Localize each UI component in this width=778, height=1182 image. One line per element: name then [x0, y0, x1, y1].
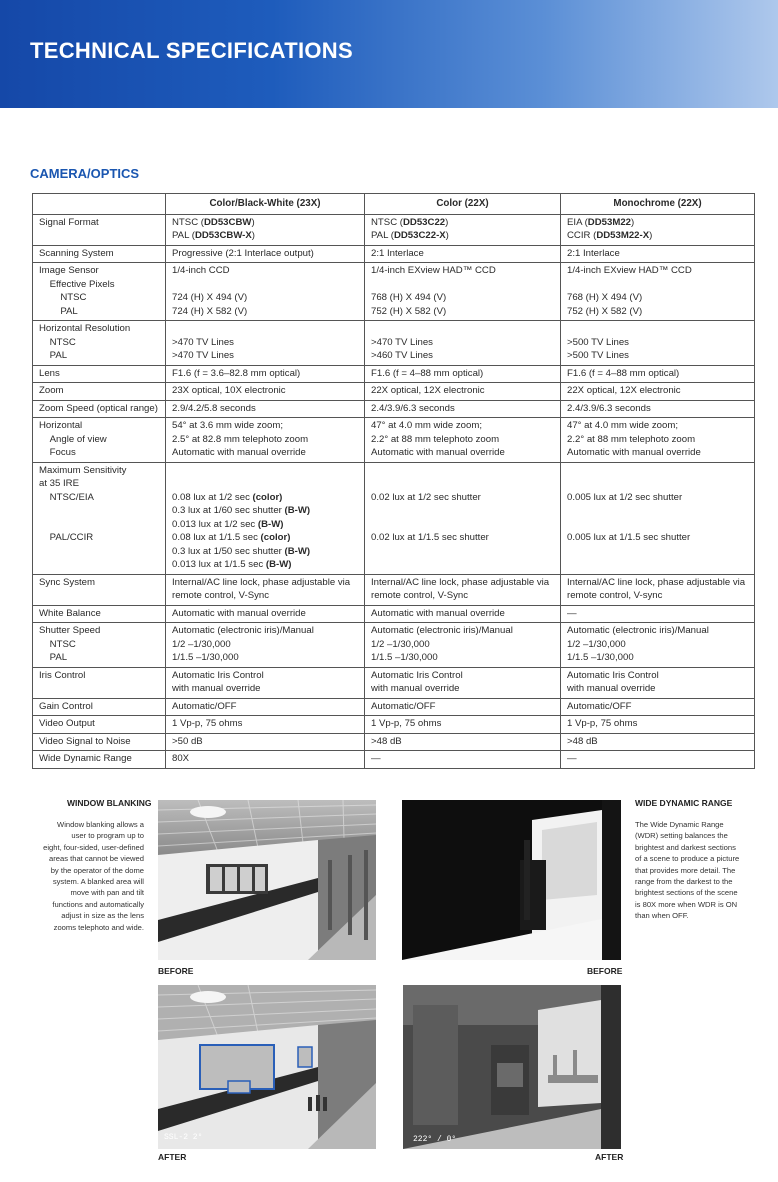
cell-line: 752 (H) X 582 (V)	[371, 305, 447, 317]
table-row	[33, 418, 755, 463]
cell-line	[371, 477, 554, 491]
cell-line: NTSC	[39, 292, 87, 303]
cell-line: Automatic with manual override	[567, 447, 701, 458]
cell-monochrome	[561, 698, 755, 716]
table-row	[33, 733, 755, 751]
window-blanking-text	[30, 819, 144, 933]
cell-color	[365, 383, 561, 401]
cell-line: 1/4-inch EXview HAD™ CCD	[371, 265, 496, 276]
cell-line: NTSC	[39, 638, 76, 650]
cell-line: with manual override	[567, 683, 656, 694]
cell-color-bw	[166, 383, 365, 401]
cell-line	[567, 464, 748, 478]
text-line: Window blanking allows a	[57, 820, 144, 829]
row-label	[33, 321, 166, 366]
cell-monochrome	[561, 418, 755, 463]
cell-line: 752 (H) X 582 (V)	[567, 305, 643, 317]
table-row	[33, 716, 755, 734]
cell-line: Sync System	[39, 576, 95, 588]
cell-line: 1/4-inch EXview HAD™ CCD	[567, 265, 692, 276]
cell-color	[365, 214, 561, 245]
cell-line: Automatic with manual override	[371, 447, 505, 458]
cell-color	[365, 698, 561, 716]
cell-monochrome	[561, 321, 755, 366]
page-title: TECHNICAL SPECIFICATIONS	[30, 38, 353, 63]
text-line: range from the darkest to the	[635, 877, 733, 887]
cell-monochrome	[561, 462, 755, 574]
cell-line: Signal Format	[39, 216, 99, 228]
cell-line: 22X optical, 12X electronic	[371, 385, 485, 396]
cell-line: Automatic (electronic iris)/Manual	[172, 625, 314, 636]
cell-line: >48 dB	[567, 735, 598, 747]
cell-line: 724 (H) X 494 (V)	[172, 292, 248, 303]
row-label	[33, 245, 166, 263]
cell-color-bw	[166, 733, 365, 751]
cell-line: PAL	[39, 652, 68, 663]
cell-color-bw	[166, 245, 365, 263]
cell-line: 0.08 lux at 1/1.5 sec (color)	[172, 532, 291, 543]
cell-line	[371, 464, 554, 478]
cell-line: Horizontal Resolution	[39, 323, 131, 334]
cell-line: >48 dB	[371, 735, 402, 747]
cell-line	[371, 278, 554, 292]
cell-line: Automatic with manual override	[172, 447, 306, 458]
text-line: system. A blanked area will	[52, 877, 144, 887]
cell-line	[39, 504, 159, 518]
cell-line: PAL	[39, 305, 78, 317]
cell-line: 1/2 –1/30,000	[371, 638, 430, 650]
cell-line: 54° at 3.6 mm wide zoom;	[172, 420, 284, 431]
cell-color	[365, 400, 561, 418]
cell-line: NTSC	[39, 336, 76, 348]
cell-line: 0.005 lux at 1/2 sec shutter	[567, 491, 683, 503]
cell-line: —	[567, 753, 577, 764]
cell-color-bw	[166, 751, 365, 769]
cell-monochrome	[561, 605, 755, 623]
text-line: functions and automatically	[52, 899, 144, 909]
row-label	[33, 623, 166, 668]
cell-line: Automatic with manual override	[172, 607, 306, 619]
cell-line: 0.3 lux at 1/60 sec shutter (B-W)	[172, 505, 311, 516]
cell-line: PAL (DD53CBW-X)	[172, 230, 255, 241]
row-label	[33, 698, 166, 716]
cell-color	[365, 245, 561, 263]
cell-line	[39, 518, 159, 532]
cell-line: Horizontal	[39, 420, 83, 431]
cell-line: NTSC (DD53CBW)	[172, 216, 255, 228]
column-header: Monochrome (22X)	[561, 194, 755, 215]
cell-color-bw	[166, 574, 365, 605]
cell-line: Automatic/OFF	[172, 700, 237, 712]
cell-line: 1/1.5 –1/30,000	[567, 652, 634, 663]
cell-line: >470 TV Lines	[172, 350, 234, 361]
table-row	[33, 462, 755, 574]
cell-line: Automatic Iris Control	[172, 669, 264, 681]
cell-line: 1 Vp-p, 75 ohms	[172, 718, 243, 729]
row-label	[33, 214, 166, 245]
cell-line: F1.6 (f = 3.6–82.8 mm optical)	[172, 367, 301, 379]
cell-line: Maximum Sensitivity	[39, 464, 127, 476]
cell-line: remote control, V-Sync	[172, 590, 270, 601]
cell-line: 2:1 Interlace	[371, 247, 424, 259]
text-line: move with pan and tilt	[70, 888, 144, 898]
cell-line: Internal/AC line lock, phase adjustable via	[172, 576, 351, 588]
cell-line: Automatic/OFF	[371, 700, 436, 712]
cell-line: Automatic with manual override	[371, 607, 505, 619]
row-label	[33, 605, 166, 623]
cell-line: 2:1 Interlace	[567, 247, 620, 259]
table-row	[33, 321, 755, 366]
cell-line: Gain Control	[39, 700, 93, 712]
cell-line: 2.5° at 82.8 mm telephoto zoom	[172, 433, 309, 445]
cell-line	[567, 518, 748, 532]
cell-line	[567, 477, 748, 491]
text-line: is 80X more when WDR is ON	[635, 899, 738, 909]
cell-color-bw	[166, 321, 365, 366]
table-row	[33, 263, 755, 321]
cell-line: Iris Control	[39, 669, 86, 681]
cell-line: CCIR (DD53M22-X)	[567, 230, 653, 241]
cell-line	[172, 464, 358, 478]
cell-monochrome	[561, 400, 755, 418]
cell-line: 1/2 –1/30,000	[567, 638, 626, 650]
cell-line: 0.013 lux at 1/2 sec (B-W)	[172, 518, 284, 530]
cell-monochrome	[561, 214, 755, 245]
column-header: Color (22X)	[365, 194, 561, 215]
cell-monochrome	[561, 733, 755, 751]
cell-color	[365, 321, 561, 366]
cell-color-bw	[166, 605, 365, 623]
cell-line: 768 (H) X 494 (V)	[371, 292, 447, 303]
cell-line: Image Sensor	[39, 265, 99, 276]
camera-overlay-text: 222° / 0°	[413, 1135, 457, 1144]
text-line: user to program up to	[71, 831, 144, 841]
cell-line: 1/4-inch CCD	[172, 265, 230, 276]
cell-line: 0.3 lux at 1/50 sec shutter (B-W)	[172, 545, 311, 557]
text-line: adjust in size as the lens	[61, 911, 144, 921]
cell-line: Focus	[39, 447, 76, 458]
row-label	[33, 365, 166, 383]
before-caption-left: BEFORE	[158, 966, 194, 976]
cell-line: 2.2° at 88 mm telephoto zoom	[371, 433, 500, 445]
cell-line	[172, 477, 358, 491]
cell-line	[371, 518, 554, 532]
cell-line: White Balance	[39, 607, 101, 619]
cell-monochrome	[561, 623, 755, 668]
cell-line: Video Output	[39, 718, 95, 729]
cell-line: >50 dB	[172, 735, 203, 747]
cell-color	[365, 365, 561, 383]
row-label	[33, 733, 166, 751]
cell-line: PAL/CCIR	[39, 532, 94, 543]
cell-line: at 35 IRE	[39, 478, 79, 489]
cell-line: —	[371, 753, 381, 764]
window-blanking-heading: WINDOW BLANKING	[67, 798, 152, 808]
cell-color-bw	[166, 698, 365, 716]
cell-monochrome	[561, 245, 755, 263]
cell-line: Internal/AC line lock, phase adjustable via	[371, 576, 550, 588]
table-row	[33, 214, 755, 245]
cell-color-bw	[166, 365, 365, 383]
cell-line: 2.4/3.9/6.3 seconds	[567, 402, 651, 414]
cell-color	[365, 751, 561, 769]
cell-line: NTSC (DD53C22)	[371, 216, 449, 228]
cell-line: 0.013 lux at 1/1.5 sec (B-W)	[172, 559, 292, 570]
cell-line: Automatic (electronic iris)/Manual	[567, 625, 709, 636]
cell-line: —	[567, 607, 577, 619]
row-label	[33, 716, 166, 734]
cell-line: Zoom	[39, 385, 64, 396]
text-line: zooms telephoto and wide.	[53, 922, 144, 932]
row-label	[33, 574, 166, 605]
column-header	[33, 194, 166, 215]
cell-line: Automatic/OFF	[567, 700, 632, 712]
spec-table	[32, 193, 755, 769]
cell-line	[172, 278, 358, 292]
cell-color	[365, 462, 561, 574]
cell-color	[365, 667, 561, 698]
table-row	[33, 605, 755, 623]
text-line: than when OFF.	[635, 911, 689, 921]
cell-line: 1 Vp-p, 75 ohms	[567, 718, 638, 729]
cell-color-bw	[166, 716, 365, 734]
cell-color-bw	[166, 400, 365, 418]
table-row	[33, 623, 755, 668]
cell-line: PAL	[39, 350, 68, 361]
cell-line: 0.02 lux at 1/2 sec shutter	[371, 491, 481, 503]
cell-line: NTSC/EIA	[39, 491, 94, 503]
table-row	[33, 698, 755, 716]
warehouse-after-photo	[158, 985, 376, 1149]
cell-line: Automatic Iris Control	[371, 669, 463, 681]
cell-color	[365, 263, 561, 321]
row-label	[33, 751, 166, 769]
after-caption-right: AFTER	[595, 1152, 624, 1162]
cell-line: 1/1.5 –1/30,000	[371, 652, 438, 663]
camera-overlay-text: SSL-2 2°	[164, 1133, 203, 1142]
row-label	[33, 667, 166, 698]
table-row	[33, 667, 755, 698]
cell-monochrome	[561, 667, 755, 698]
cell-color-bw	[166, 623, 365, 668]
cell-line: Angle of view	[39, 433, 107, 445]
cell-color-bw	[166, 462, 365, 574]
cell-line: >500 TV Lines	[567, 350, 629, 361]
cell-line: Zoom Speed (optical range)	[39, 402, 158, 414]
cell-line: >460 TV Lines	[371, 350, 433, 361]
cell-line: Scanning System	[39, 247, 114, 259]
cell-line	[567, 504, 748, 518]
cell-line: Automatic (electronic iris)/Manual	[371, 625, 513, 636]
cell-color	[365, 418, 561, 463]
cell-monochrome	[561, 574, 755, 605]
cell-color-bw	[166, 263, 365, 321]
cell-line: Progressive (2:1 Interlace output)	[172, 247, 314, 259]
warehouse-before-photo	[158, 800, 376, 960]
table-row	[33, 245, 755, 263]
cell-monochrome	[561, 263, 755, 321]
cell-line: Shutter Speed	[39, 625, 101, 636]
table-row	[33, 400, 755, 418]
cell-color-bw	[166, 667, 365, 698]
cell-line: Lens	[39, 367, 60, 379]
cell-line: with manual override	[371, 683, 460, 694]
text-line: of a scene to produce a picture	[635, 854, 740, 864]
cell-line: 2.4/3.9/6.3 seconds	[371, 402, 455, 414]
cell-line: 768 (H) X 494 (V)	[567, 292, 643, 303]
cell-line: 1/2 –1/30,000	[172, 638, 231, 650]
loading-dock-after-photo	[403, 985, 621, 1149]
cell-line: 2.9/4.2/5.8 seconds	[172, 402, 256, 414]
column-header: Color/Black-White (23X)	[166, 194, 365, 215]
cell-line: F1.6 (f = 4–88 mm optical)	[371, 367, 484, 379]
cell-line: with manual override	[172, 683, 261, 694]
row-label	[33, 383, 166, 401]
table-row	[33, 383, 755, 401]
cell-line: 1 Vp-p, 75 ohms	[371, 718, 442, 729]
cell-line: EIA (DD53M22)	[567, 216, 635, 228]
cell-line: 80X	[172, 753, 190, 764]
row-label	[33, 400, 166, 418]
cell-line: Wide Dynamic Range	[39, 753, 132, 764]
cell-line: Automatic Iris Control	[567, 669, 659, 681]
row-label	[33, 263, 166, 321]
wide-dynamic-range-heading: WIDE DYNAMIC RANGE	[635, 798, 733, 808]
cell-line	[371, 322, 554, 336]
cell-line: 47° at 4.0 mm wide zoom;	[371, 420, 483, 431]
cell-monochrome	[561, 365, 755, 383]
cell-color	[365, 605, 561, 623]
row-label	[33, 462, 166, 574]
cell-line: >470 TV Lines	[172, 336, 234, 348]
cell-line: remote control, V-Sync	[371, 590, 469, 601]
cell-line	[567, 322, 748, 336]
text-line: brightest and darkest sections	[635, 842, 736, 852]
cell-monochrome	[561, 716, 755, 734]
cell-line: Effective Pixels	[39, 278, 115, 290]
cell-line: Internal/AC line lock, phase adjustable via	[567, 576, 746, 588]
text-line: by the operator of the dome	[50, 865, 144, 875]
cell-monochrome	[561, 751, 755, 769]
cell-line: >470 TV Lines	[371, 336, 433, 348]
cell-line: F1.6 (f = 4–88 mm optical)	[567, 367, 680, 379]
cell-line: 0.02 lux at 1/1.5 sec shutter	[371, 532, 489, 543]
cell-line: 1/1.5 –1/30,000	[172, 652, 239, 663]
cell-color	[365, 716, 561, 734]
cell-line: remote control, V-sync	[567, 590, 663, 601]
cell-line	[371, 504, 554, 518]
table-row	[33, 365, 755, 383]
cell-line: 724 (H) X 582 (V)	[172, 305, 248, 317]
cell-line	[172, 322, 358, 336]
cell-monochrome	[561, 383, 755, 401]
text-line: The Wide Dynamic Range	[635, 820, 724, 829]
cell-color	[365, 623, 561, 668]
cell-line: 0.005 lux at 1/1.5 sec shutter	[567, 532, 691, 543]
cell-line: PAL (DD53C22-X)	[371, 230, 449, 241]
row-label	[33, 418, 166, 463]
section-title: CAMERA/OPTICS	[30, 166, 140, 181]
cell-line: 22X optical, 12X electronic	[567, 385, 681, 396]
table-header-row	[33, 194, 755, 215]
cell-line: Video Signal to Noise	[39, 735, 131, 747]
cell-color-bw	[166, 214, 365, 245]
cell-line: >500 TV Lines	[567, 336, 629, 348]
table-row	[33, 751, 755, 769]
text-line: areas that cannot be viewed	[49, 854, 144, 864]
cell-line: 47° at 4.0 mm wide zoom;	[567, 420, 679, 431]
wide-dynamic-range-text	[635, 819, 765, 922]
header-banner	[0, 0, 778, 108]
loading-dock-before-photo	[402, 800, 621, 960]
after-caption-left: AFTER	[158, 1152, 187, 1162]
cell-color	[365, 733, 561, 751]
cell-line: 0.08 lux at 1/2 sec (color)	[172, 491, 283, 503]
table-row	[33, 574, 755, 605]
cell-color-bw	[166, 418, 365, 463]
text-line: brightest sections of the scene	[635, 888, 738, 898]
cell-line: 23X optical, 10X electronic	[172, 385, 286, 396]
cell-color	[365, 574, 561, 605]
cell-line	[567, 278, 748, 292]
text-line: eight, four-sided, user-defined	[43, 842, 144, 852]
text-line: that provides more detail. The	[635, 865, 736, 875]
text-line: (WDR) setting balances the	[635, 831, 728, 841]
cell-line: 2.2° at 88 mm telephoto zoom	[567, 433, 696, 445]
before-caption-right: BEFORE	[587, 966, 623, 976]
